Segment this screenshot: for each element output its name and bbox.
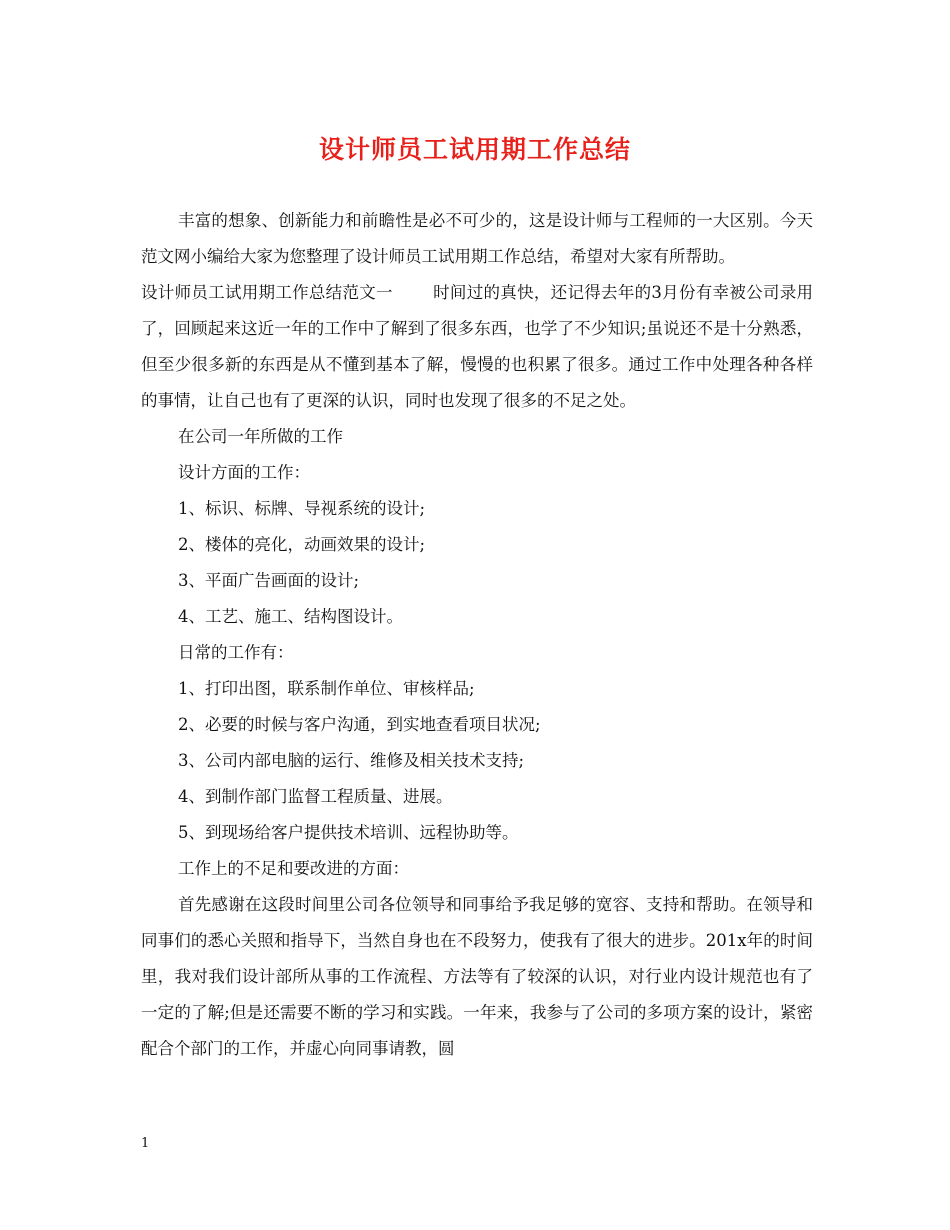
daily-item: 4、到制作部门监督工程质量、进展。 [178, 787, 453, 806]
sample-paragraph [141, 275, 813, 419]
design-item: 4、工艺、施工、结构图设计。 [178, 607, 403, 626]
daily-item: 5、到现场给客户提供技术培训、远程协助等。 [178, 823, 519, 842]
design-item: 2、楼体的亮化，动画效果的设计; [178, 535, 426, 554]
improve-heading: 工作上的不足和要改进的方面： [178, 859, 409, 878]
design-heading: 设计方面的工作： [178, 463, 310, 482]
daily-item: 2、必要的时候与客户沟通，到实地查看项目状况; [178, 715, 541, 734]
sample-heading: 设计师员工试用期工作总结范文一 [141, 283, 393, 302]
document-title: 设计师员工试用期工作总结 [318, 135, 631, 164]
design-item: 3、平面广告画面的设计; [178, 571, 360, 590]
improve-paragraph: 首先感谢在这段时间里公司各位领导和同事给予我足够的宽容、支持和帮助。在领导和同事们的悉心关照和指导下，当然自身也在不段努力，使我有了很大的进步。201x年的时间里，我对我们设计部所从事的工作流程、方法等有了较深的认识，对行业内设计规范也有了一定的了解;但是还需要不断的学习和实践。一年来，我参与了公司的多项方案的设计，紧密配合个部门的工作，并虚心向同事请教，圆 [141, 895, 813, 1058]
document-body [141, 203, 813, 1067]
daily-item: 1、打印出图，联系制作单位、审核样品; [178, 679, 475, 698]
daily-heading: 日常的工作有： [178, 643, 294, 662]
page-number: 1 [141, 1136, 150, 1151]
daily-item: 3、公司内部电脑的运行、维修及相关技术支持; [178, 751, 525, 770]
design-item: 1、标识、标牌、导视系统的设计; [178, 499, 426, 518]
work-heading: 在公司一年所做的工作 [178, 427, 343, 446]
intro-paragraph: 丰富的想象、创新能力和前瞻性是必不可少的，这是设计师与工程师的一大区别。今天范文网小编给大家为您整理了设计师员工试用期工作总结，希望对大家有所帮助。 [141, 211, 813, 266]
sample-first-paragraph: 时间过的真快，还记得去年的3月份有幸被公司录用了，回顾起来这近一年的工作中了解到了很多东西，也学了不少知识;虽说还不是十分熟悉，但至少很多新的东西是从不懂到基本了解，慢慢的也积累了很多。通过工作中处理各种各样的事情，让自己也有了更深的认识，同时也发现了很多的不足之处。 [141, 283, 813, 410]
